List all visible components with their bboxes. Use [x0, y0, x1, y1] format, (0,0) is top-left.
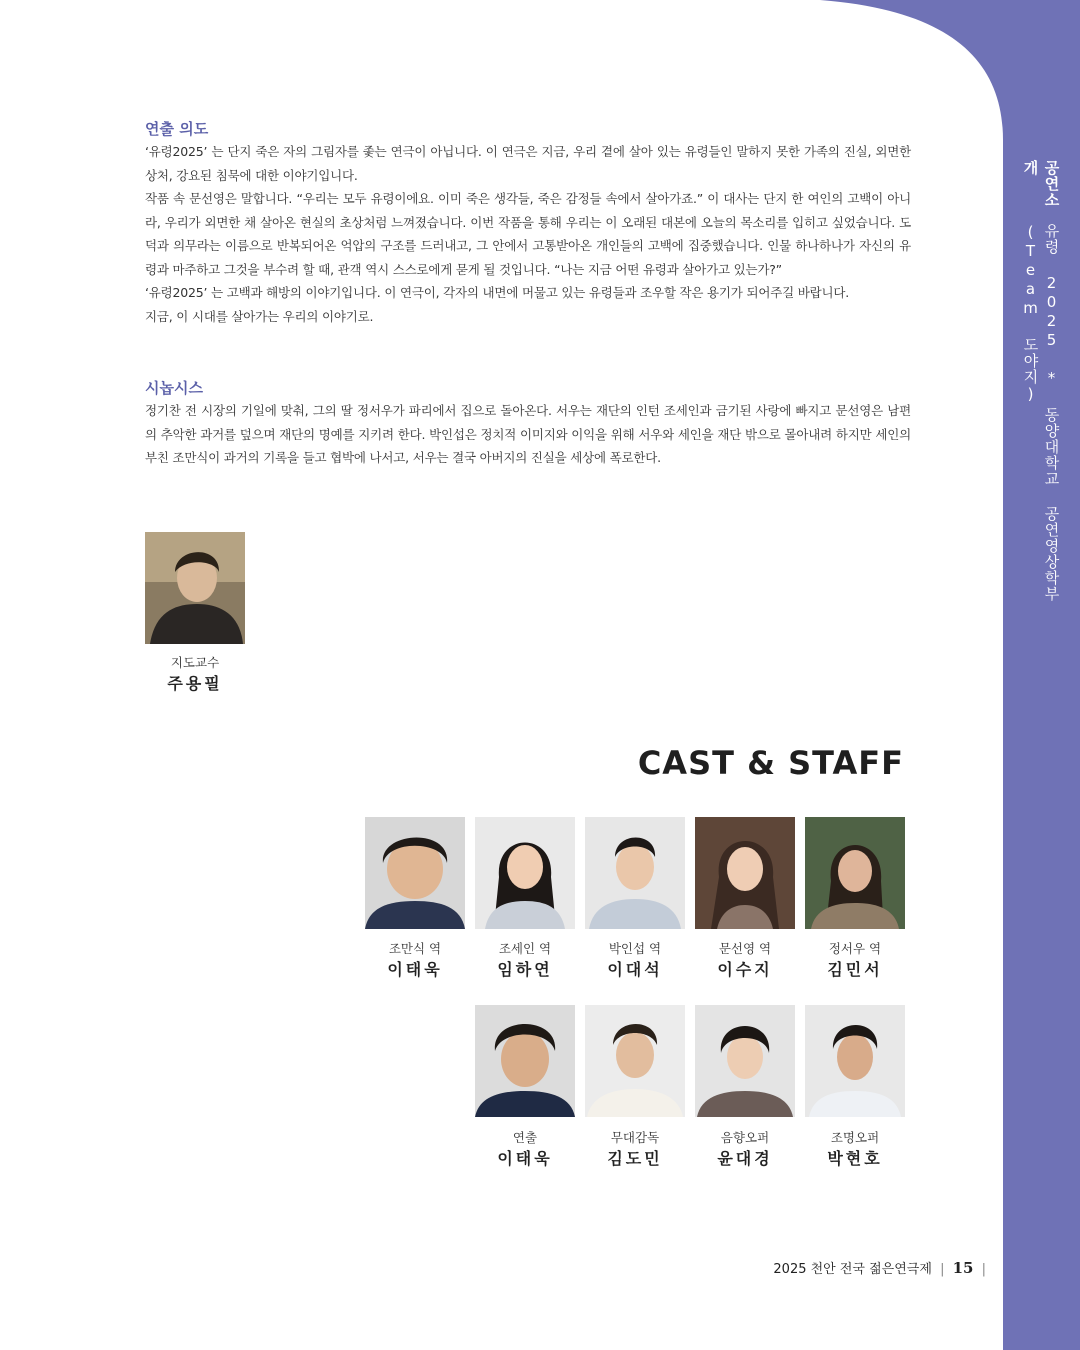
cast-photo: [585, 817, 685, 929]
staff-photo: [695, 1005, 795, 1117]
cast-name: 김민서: [827, 960, 883, 979]
intent-body: [145, 140, 911, 328]
cast-photo: [475, 817, 575, 929]
staff-role: 무대감독: [610, 1130, 660, 1145]
professor-name: 주용필: [167, 674, 223, 693]
staff-role: 음향오퍼: [720, 1130, 770, 1145]
intent-paragraph: ‘유령2025’ 는 고백과 해방의 이야기입니다. 이 연극이, 각자의 내면에 머물고 있는 유령들과 조우할 작은 용기가 되어주길 바랍니다.: [145, 285, 850, 300]
cast-role: 박인섭 역: [608, 941, 662, 956]
cast-name: 이수지: [717, 960, 773, 979]
cast-photo: [365, 817, 465, 929]
page-footer: 2025 천안 전국 젊은연극제 | 15 |: [773, 1259, 986, 1277]
staff-name: 이태욱: [497, 1149, 553, 1168]
synopsis-body: 정기찬 전 시장의 기일에 맞춰, 그의 딸 정서우가 파리에서 집으로 돌아온다. 서우는 재단의 인턴 조세인과 금기된 사랑에 빠지고 문선영은 남편의 추악한 과거를 덮으며 재단의 명예를 지키려 한다. 박인섭은 정치적 이미지와 이익을 위해 서우와 세인을 재단 밖으로 몰아내려 하지만 세인의 부친 조만식이 과거의 기록을 들고 협박에 나서고, 서우는 결국 아버지의 진실을 세상에 폭로한다.: [145, 403, 911, 465]
staff-photo: [475, 1005, 575, 1117]
side-band-title: 공연소개: [1021, 160, 1061, 208]
cast-staff-title: CAST & STAFF: [637, 744, 904, 782]
cast-role: 정서우 역: [828, 941, 882, 956]
staff-photo: [585, 1005, 685, 1117]
synopsis-heading: 시놉시스: [145, 379, 203, 397]
intent-heading: 연출 의도: [145, 120, 209, 138]
intent-paragraph: 지금, 이 시대를 살아가는 우리의 이야기로.: [145, 308, 374, 324]
cast-photo: [695, 817, 795, 929]
staff-name: 김도민: [607, 1149, 663, 1168]
staff-name: 박현호: [827, 1149, 883, 1168]
side-band-curve: [820, 0, 1080, 140]
side-band-subtitle: 유령 2025 * 동양대학교 공연영상학부 (Team 도야지): [1021, 222, 1061, 602]
page-number: 15: [952, 1259, 974, 1277]
side-band-text: [1003, 160, 1080, 700]
intent-paragraph: 작품 속 문선영은 말합니다. “우리는 모두 유령이에요. 이미 죽은 생각들, 죽은 감정들 속에서 살아가죠.” 이 대사는 단지 한 여인의 고백이 아니라, 우리가 외면한 채 살아온 현실의 초상처럼 느껴졌습니다. 이번 작품을 통해 우리는 이 오래된 대본에 오늘의 목소리를 입히고 싶었습니다. 도덕과 의무라는 이름으로 반복되어온 억압의 구조를 드러내고, 그 안에서 고통받아온 개인들의 고백에 집중했습니다. 인물 하나하나가 자신의 유령과 마주하고 그것을 부수려 할 때, 관객 역시 스스로에게 묻게 될 것입니다. “나는 지금 어떤 유령과 살아가고 있는가?”: [145, 191, 911, 277]
staff-photo: [805, 1005, 905, 1117]
professor-photo: [145, 532, 245, 644]
staff-role: 조명오퍼: [830, 1130, 880, 1145]
cast-name: 이대석: [607, 960, 663, 979]
intent-paragraph: ‘유령2025’ 는 단지 죽은 자의 그림자를 좇는 연극이 아닙니다. 이 연극은 지금, 우리 곁에 살아 있는 유령들인 말하지 못한 가족의 진실, 외면한 상처, 강요된 침묵에 대한 이야기입니다.: [145, 144, 911, 183]
staff-name: 윤대경: [717, 1149, 773, 1168]
cast-name: 임하연: [497, 960, 553, 979]
cast-role: 조세인 역: [498, 941, 552, 956]
footer-event: 2025 천안 전국 젊은연극제: [773, 1262, 932, 1277]
cast-role: 문선영 역: [718, 941, 772, 956]
cast-name: 이태욱: [387, 960, 443, 979]
staff-role: 연출: [512, 1130, 538, 1145]
cast-role: 조만식 역: [388, 941, 442, 956]
cast-photo: [805, 817, 905, 929]
professor-role: 지도교수: [170, 655, 220, 670]
